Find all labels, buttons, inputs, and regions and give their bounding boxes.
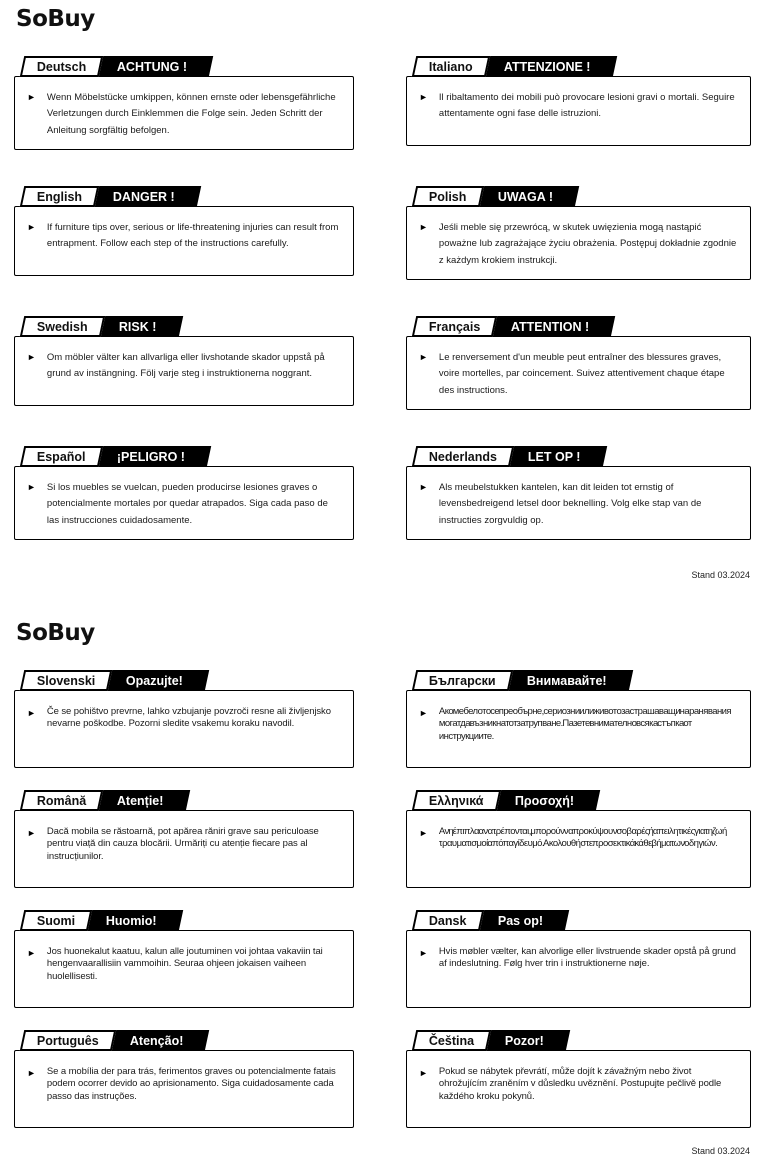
alert-label: ¡PELIGRO ! [116,449,185,464]
alert-label: ATTENTION ! [511,319,590,334]
alert-label: Opazujte! [126,673,184,688]
warning-arrow-icon: ► [419,707,428,718]
warning-text: Hvis møbler vælter, kan alvorlige eller livstruende skader opstå på grund af indeslutning. Følg hver trin i instruktionerne nøje. [438,945,736,970]
warning-card [14,790,354,888]
alert-label: Pas op! [497,913,543,928]
card-tabs [406,446,751,467]
alert-label: Atenção! [129,1033,184,1048]
card-tabs [406,186,751,207]
language-tab [20,446,103,467]
alert-label: Προσοχή! [514,793,574,808]
language-label: Nederlands [429,449,498,464]
language-tab [412,790,501,811]
warning-body [14,690,354,768]
warning-text: Dacă mobila se răstoarnă, pot apărea răniri grave sau periculoase pentru viață din cauza blocării. Urmăriți cu atenție fiecare pas al instrucțiunilor. [46,825,319,862]
language-tab [412,446,515,467]
warning-body [14,466,354,540]
warning-card [14,56,354,150]
alert-tab [91,790,190,811]
warning-card [14,446,354,540]
alert-tab [478,56,617,77]
card-tabs [406,790,751,811]
warning-text: Wenn Möbelstücke umkippen, können ernste oder lebensgefährliche Verletzungen durch Einklemmen die Folge sein. Jeden Schritt der Anleitung sorgfältig befolgen. [46,92,336,136]
warning-body [406,76,751,146]
alert-tab [91,56,214,77]
language-tab [412,1030,492,1051]
card-tabs [14,910,354,931]
warning-card [406,790,751,888]
alert-tab [471,186,579,207]
card-tabs [14,790,354,811]
alert-label: Pozor! [505,1033,545,1048]
warning-body [14,76,354,150]
alert-tab [471,910,569,931]
warning-card [14,316,354,410]
warning-grid-1 [14,56,752,540]
language-label: Español [37,449,86,464]
card-tabs [406,316,751,337]
warning-text: Le renversement d'un meuble peut entraîner des blessures graves, voire mortelles, par coincement. Suivez attentivement chaque étape des instructions. [438,351,725,396]
warning-arrow-icon: ► [27,827,36,838]
warning-text: Ако мебелото се преобърне, сериозни или животозастрашаващи наранявания могат да възникнат от затрупване. Пазете внимателно всяка стъпка от инструкциите. [438,705,732,742]
revision-stamp: Stand 03.2024 [691,569,750,580]
alert-label: RISK ! [118,319,157,334]
alert-tab [479,1030,570,1051]
warning-card [406,186,751,280]
language-tab [412,910,484,931]
language-label: Deutsch [37,59,87,74]
language-label: Swedish [37,319,88,334]
language-tab [20,670,113,691]
language-label: Ελληνικά [429,793,484,808]
language-tab [412,56,490,77]
warning-card [14,186,354,280]
warning-arrow-icon: ► [27,707,36,718]
alert-tab [502,446,607,467]
language-label: Dansk [429,913,467,928]
card-tabs [406,670,751,691]
warning-card [14,670,354,768]
warning-card [406,670,751,768]
warning-text: Als meubelstukken kantelen, kan dit leiden tot ernstig of levensbedreigend letsel door beknelling. Volg elke stap van de instructies zorgvuldig op. [438,481,702,526]
warning-card [406,56,751,150]
revision-stamp: Stand 03.2024 [691,1145,750,1156]
alert-label: ATTENZIONE ! [503,59,591,74]
warning-text: Om möbler välter kan allvarliga eller livshotande skador uppstå på grund av instängning. Följ varje steg i instruktionerna noggrant. [46,351,325,380]
card-tabs [14,670,354,691]
language-tab [412,670,513,691]
alert-label: Huomio! [106,913,157,928]
alert-label: Внимавайте! [526,673,607,688]
language-label: Suomi [37,913,76,928]
alert-label: ACHTUNG ! [117,59,188,74]
warning-text: Se a mobília der para trás, ferimentos graves ou potencialmente fatais podem ocorrer devido ao aprisionamento. Siga cuidadosamente cada passo das instruções. [46,1065,336,1102]
language-label: Čeština [429,1033,475,1048]
warning-arrow-icon: ► [419,351,428,362]
alert-label: LET OP ! [528,449,581,464]
language-tab [20,910,93,931]
warning-arrow-icon: ► [27,92,36,102]
warning-card [406,446,751,540]
warning-card [406,910,751,1008]
warning-text: Jos huonekalut kaatuu, kalun alle joutuminen voi johtaa vakaviin tai hengenvaarallisiin vammoihin. Seuraa ohjeen jokaisen vaiheen huolellisesti. [46,945,323,982]
warning-text: Jeśli meble się przewrócą, w skutek uwięzienia mogą nastąpić poważne lub zagrażające życiu obrażenia. Postępuj dokładnie zgodnie z każdym krokiem instrukcji. [438,221,737,266]
warning-card [14,1030,354,1128]
alert-tab [104,1030,210,1051]
warning-arrow-icon: ► [27,481,36,492]
warning-text: Il ribaltamento dei mobili può provocare lesioni gravi o mortali. Seguire attentamente ogni fase delle istruzioni. [438,92,735,120]
language-label: Français [429,319,481,334]
language-label: Polish [429,189,467,204]
alert-tab [100,670,209,691]
warning-body [406,466,751,540]
warning-arrow-icon: ► [419,221,428,232]
language-tab [20,790,104,811]
warning-arrow-icon: ► [419,827,428,838]
warning-arrow-icon: ► [27,1067,36,1078]
card-tabs [406,56,751,77]
warning-body [14,206,354,276]
card-tabs [14,316,354,337]
card-tabs [406,910,751,931]
warning-arrow-icon: ► [419,92,428,102]
alert-label: Atenție! [117,793,164,808]
alert-tab [80,910,183,931]
alert-label: UWAGA ! [497,189,553,204]
language-label: Italiano [429,59,473,74]
warning-text: Si los muebles se vuelcan, pueden producirse lesiones graves o potencialmente mortales por quedar atrapados. Siga cada paso de las instrucciones cuidadosamente. [46,481,328,526]
warning-text: Pokud se nábytek převrátí, může dojít k závažným nebo život ohrožujícím zraněním v důsledku uvěznění. Postupujte pečlivě podle každého kroku pokynů. [438,1065,722,1102]
language-label: English [37,189,83,204]
language-label: Română [37,793,87,808]
warning-text: Αν η έπιπλα ανατρέπονται, μπορούν να προκύψουν σοβαρές ή απειλητικές για τη ζωή τραυματισμοί από παγίδευμό. Ακολουθήστε προσεκτικά κάθε βήμα των οδηγιών. [438,825,727,850]
language-tab [20,186,100,207]
warning-body [406,206,751,280]
warning-body [406,690,751,768]
warning-arrow-icon: ► [27,947,36,958]
warning-body [406,930,751,1008]
warning-body [406,1050,751,1128]
language-tab [412,186,484,207]
alert-tab [485,316,616,337]
language-tab [412,316,498,337]
language-tab [20,1030,116,1051]
language-label: Português [37,1033,99,1048]
card-tabs [14,56,354,77]
warning-grid-2 [14,670,752,1128]
warning-arrow-icon: ► [419,481,428,492]
warning-arrow-icon: ► [419,1067,428,1078]
card-tabs [14,186,354,207]
alert-tab [488,790,600,811]
warning-body [14,930,354,1008]
warning-card [406,316,751,410]
warning-arrow-icon: ► [27,221,36,232]
language-label: Slovenski [37,673,96,688]
warning-body [14,1050,354,1128]
card-tabs [406,1030,751,1051]
language-tab [20,316,105,337]
warning-card [14,910,354,1008]
alert-tab [90,446,211,467]
warning-body [406,336,751,410]
warning-body [14,336,354,406]
language-tab [20,56,104,77]
brand-logo: SoBuy [16,619,95,646]
warning-arrow-icon: ► [27,351,36,362]
alert-tab [501,670,633,691]
alert-tab [87,186,201,207]
warning-text: If furniture tips over, serious or life-threatening injuries can result from entrapment. Follow each step of the instructions carefully. [46,221,339,250]
card-tabs [14,446,354,467]
warning-text: Če se pohištvo prevrne, lahko vzbujanje povzroči resne ali življenjsko nevarne poškodbe. Pozorni sledite vsakemu koraku navodil. [46,705,331,730]
alert-tab [92,316,182,337]
warning-body [406,810,751,888]
warning-arrow-icon: ► [419,947,428,958]
warning-card [406,1030,751,1128]
language-label: Български [429,673,496,688]
brand-logo: SoBuy [16,6,95,32]
alert-label: DANGER ! [113,189,175,204]
card-tabs [14,1030,354,1051]
warning-body [14,810,354,888]
